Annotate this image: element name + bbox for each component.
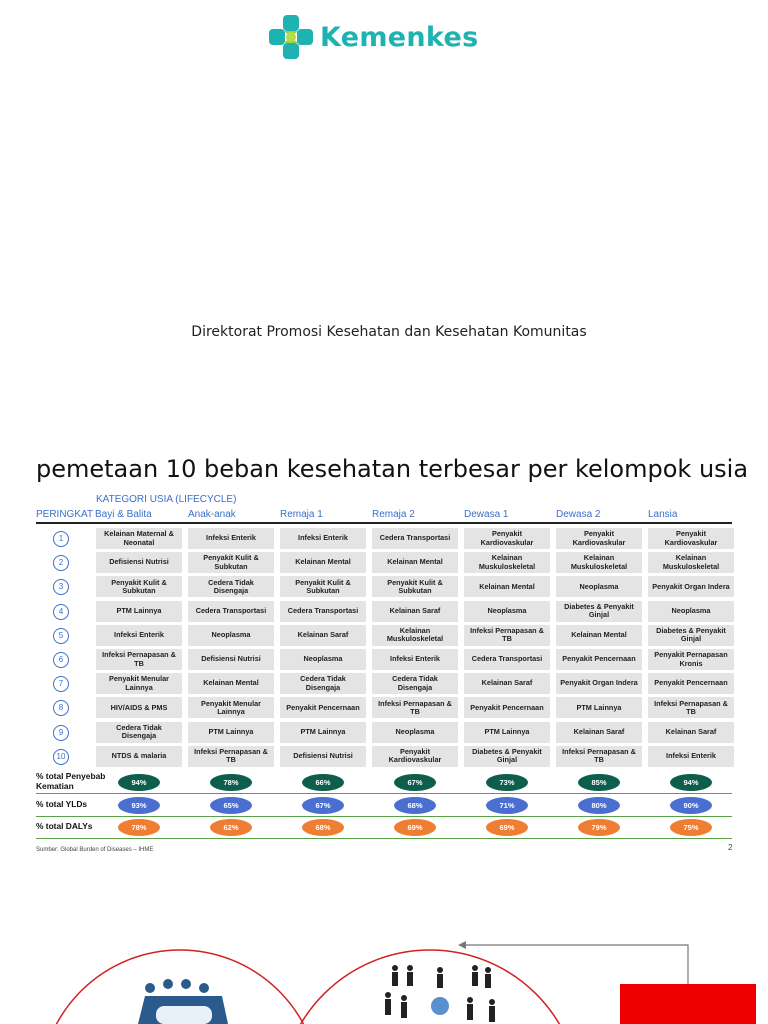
table-cell: Infeksi Enterik — [188, 528, 274, 549]
rank-badge: 9 — [53, 725, 69, 741]
table-cell: Infeksi Pernapasan & TB — [188, 746, 274, 767]
table-cell: Infeksi Pernapasan & TB — [96, 649, 182, 670]
header-rule — [36, 522, 732, 524]
table-cell: Penyakit Kardiovaskular — [648, 528, 734, 549]
metric-pill: 93% — [118, 797, 160, 814]
people-group-right-icon — [385, 965, 495, 1022]
table-cell: PTM Lainnya — [280, 722, 366, 743]
table-cell: Kelainan Muskuloskeletal — [464, 552, 550, 573]
table-cell: Kelainan Saraf — [372, 601, 458, 622]
metric-pill: 67% — [302, 797, 344, 814]
metric-pill: 78% — [210, 774, 252, 791]
table-cell: NTDS & malaria — [96, 746, 182, 767]
table-cell: Cedera Tidak Disengaja — [372, 673, 458, 694]
table-cell: PTM Lainnya — [96, 601, 182, 622]
table-cell: Neoplasma — [372, 722, 458, 743]
metric-pill: 69% — [486, 819, 528, 836]
table-cell: Neoplasma — [556, 576, 642, 597]
metric-pill: 71% — [486, 797, 528, 814]
table-cell: Penyakit Pencernaan — [464, 697, 550, 718]
table-cell: PTM Lainnya — [464, 722, 550, 743]
table-cell: Penyakit Kardiovaskular — [556, 528, 642, 549]
table-cell: PTM Lainnya — [556, 697, 642, 718]
table-cell: Neoplasma — [188, 625, 274, 646]
rank-badge: 5 — [53, 628, 69, 644]
column-header: Dewasa 2 — [556, 509, 601, 520]
page-number: 2 — [728, 843, 733, 852]
table-cell: Kelainan Muskuloskeletal — [556, 552, 642, 573]
table-cell: Kelainan Saraf — [464, 673, 550, 694]
table-cell: Kelainan Saraf — [280, 625, 366, 646]
rank-badge: 8 — [53, 700, 69, 716]
metric-pill: 80% — [578, 797, 620, 814]
people-group-left-icon — [138, 979, 228, 1024]
subtitle: Direktorat Promosi Kesehatan dan Kesehatan Komunitas — [191, 324, 587, 340]
bottom-graphic — [0, 940, 768, 1024]
metric-divider — [36, 816, 732, 817]
metric-label: % total YLDs — [36, 799, 88, 809]
kemenkes-emblem-icon — [268, 13, 314, 61]
table-cell: Penyakit Organ Indera — [556, 673, 642, 694]
metric-pill: 90% — [670, 797, 712, 814]
table-cell: Kelainan Mental — [556, 625, 642, 646]
metric-label: % total DALYs — [36, 821, 93, 831]
table-cell: Penyakit Kulit & Subkutan — [372, 576, 458, 597]
metric-divider — [36, 793, 732, 794]
table-cell: Diabetes & Penyakit Ginjal — [556, 601, 642, 622]
table-cell: Infeksi Pernapasan & TB — [556, 746, 642, 767]
table-cell: Penyakit Pencernaan — [280, 697, 366, 718]
table-cell: Penyakit Kulit & Subkutan — [280, 576, 366, 597]
rank-badge: 7 — [53, 676, 69, 692]
metric-pill: 66% — [302, 774, 344, 791]
table-cell: Kelainan Mental — [464, 576, 550, 597]
right-red-circle — [280, 950, 580, 1024]
table-cell: Penyakit Kulit & Subkutan — [96, 576, 182, 597]
table-cell: Cedera Transportasi — [372, 528, 458, 549]
metric-pill: 78% — [118, 819, 160, 836]
table-cell: Kelainan Maternal & Neonatal — [96, 528, 182, 549]
metric-pill: 79% — [578, 819, 620, 836]
table-cell: Cedera Transportasi — [188, 601, 274, 622]
table-cell: Infeksi Pernapasan & TB — [464, 625, 550, 646]
table-cell: Kelainan Saraf — [556, 722, 642, 743]
table-cell: Kelainan Muskuloskeletal — [648, 552, 734, 573]
table-cell: Penyakit Kardiovaskular — [464, 528, 550, 549]
table-cell: Kelainan Mental — [188, 673, 274, 694]
metric-divider — [36, 838, 732, 839]
column-header: Lansia — [648, 509, 678, 520]
rank-badge: 2 — [53, 555, 69, 571]
metric-pill: 75% — [670, 819, 712, 836]
metric-pill: 94% — [118, 774, 160, 791]
table-cell: Infeksi Enterik — [372, 649, 458, 670]
metric-pill: 69% — [394, 819, 436, 836]
source-note: Sumber: Global Burden of Diseases – IHME — [36, 847, 154, 853]
table-cell: Infeksi Enterik — [648, 746, 734, 767]
metric-pill: 73% — [486, 774, 528, 791]
table-cell: HIV/AIDS & PMS — [96, 697, 182, 718]
metric-pill: 68% — [302, 819, 344, 836]
table-cell: Neoplasma — [464, 601, 550, 622]
table-cell: Diabetes & Penyakit Ginjal — [464, 746, 550, 767]
rank-badge: 4 — [53, 604, 69, 620]
kemenkes-logo — [268, 12, 478, 62]
table-cell: PTM Lainnya — [188, 722, 274, 743]
table-cell: Infeksi Enterik — [280, 528, 366, 549]
table-cell: Cedera Tidak Disengaja — [280, 673, 366, 694]
table-cell: Penyakit Pencernaan — [556, 649, 642, 670]
metric-pill: 62% — [210, 819, 252, 836]
metric-pill: 68% — [394, 797, 436, 814]
column-header: Remaja 1 — [280, 509, 323, 520]
metric-pill: 67% — [394, 774, 436, 791]
rank-header: PERINGKAT — [36, 509, 94, 520]
table-cell: Penyakit Organ Indera — [648, 576, 734, 597]
category-label: KATEGORI USIA (LIFECYCLE) — [96, 494, 237, 505]
table-cell: Penyakit Menular Lainnya — [188, 697, 274, 718]
metric-pill: 85% — [578, 774, 620, 791]
table-cell: Penyakit Menular Lainnya — [96, 673, 182, 694]
table-cell: Cedera Tidak Disengaja — [96, 722, 182, 743]
table-cell: Neoplasma — [648, 601, 734, 622]
table-cell: Cedera Tidak Disengaja — [188, 576, 274, 597]
slide-title: pemetaan 10 beban kesehatan terbesar per kelompok usia — [36, 455, 749, 483]
rank-badge: 6 — [53, 652, 69, 668]
table-cell: Kelainan Muskuloskeletal — [372, 625, 458, 646]
table-cell: Kelainan Mental — [280, 552, 366, 573]
table-cell: Defisiensi Nutrisi — [96, 552, 182, 573]
logo-wordmark: Kemenkes — [320, 21, 479, 53]
table-cell: Infeksi Pernapasan & TB — [648, 697, 734, 718]
table-cell: Infeksi Enterik — [96, 625, 182, 646]
rank-badge: 3 — [53, 579, 69, 595]
table-cell: Defisiensi Nutrisi — [188, 649, 274, 670]
column-header: Remaja 2 — [372, 509, 415, 520]
rank-badge: 1 — [53, 531, 69, 547]
column-header: Dewasa 1 — [464, 509, 509, 520]
table-cell: Penyakit Kardiovaskular — [372, 746, 458, 767]
table-cell: Penyakit Pernapasan Kronis — [648, 649, 734, 670]
metric-pill: 65% — [210, 797, 252, 814]
column-header: Anak-anak — [188, 509, 236, 520]
table-cell: Cedera Transportasi — [280, 601, 366, 622]
metric-label: % total Penyebab Kematian — [36, 771, 106, 791]
table-cell: Cedera Transportasi — [464, 649, 550, 670]
table-cell: Neoplasma — [280, 649, 366, 670]
table-cell: Diabetes & Penyakit Ginjal — [648, 625, 734, 646]
table-cell: Defisiensi Nutrisi — [280, 746, 366, 767]
table-cell: Penyakit Kulit & Subkutan — [188, 552, 274, 573]
metric-pill: 94% — [670, 774, 712, 791]
table-cell: Infeksi Pernapasan & TB — [372, 697, 458, 718]
rank-badge: 10 — [53, 749, 69, 765]
table-cell: Penyakit Pencernaan — [648, 673, 734, 694]
red-block — [620, 984, 756, 1024]
column-header: Bayi & Balita — [95, 509, 152, 520]
table-cell: Kelainan Saraf — [648, 722, 734, 743]
table-cell: Kelainan Mental — [372, 552, 458, 573]
